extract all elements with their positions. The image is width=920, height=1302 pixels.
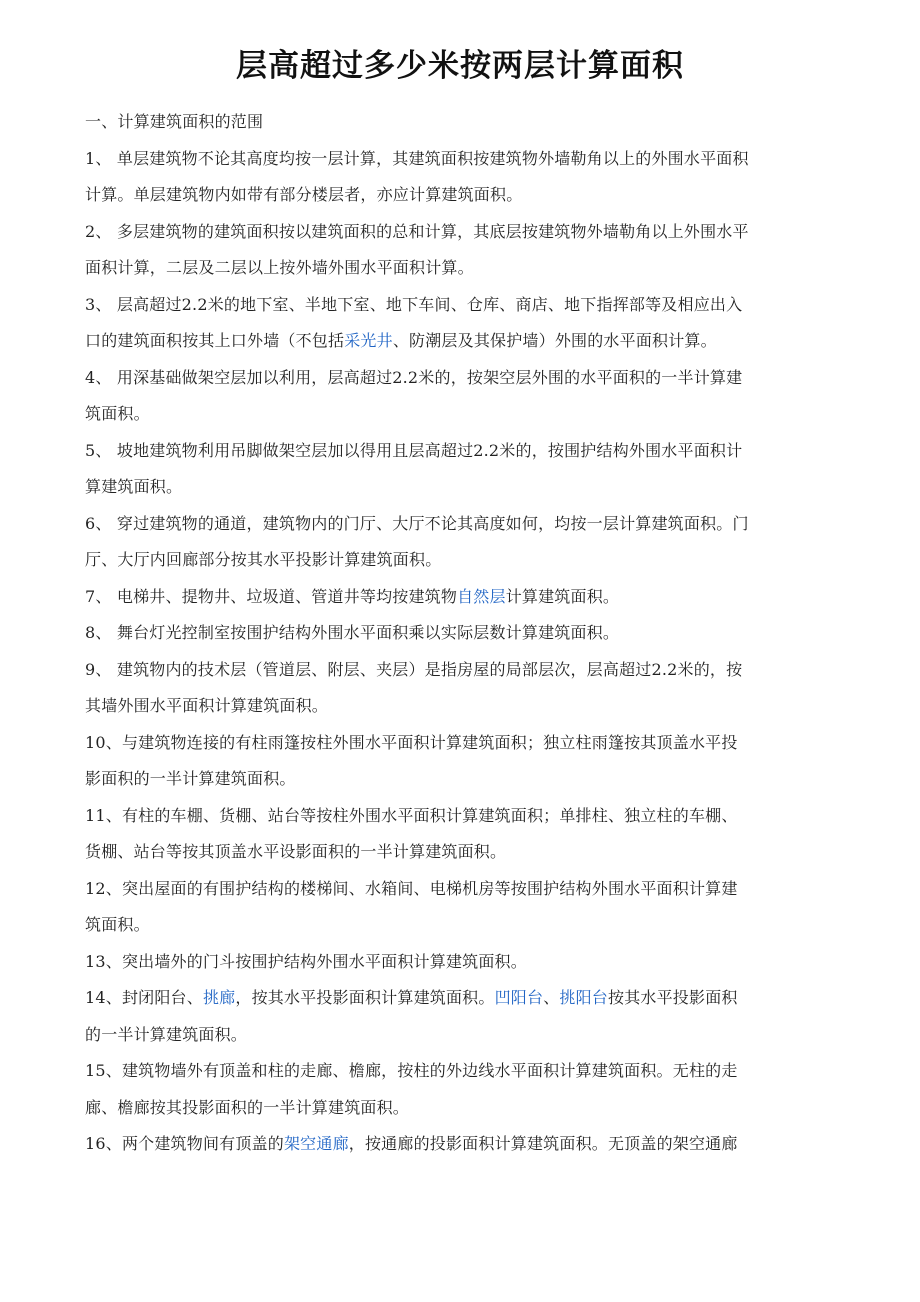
- text-segment: 15、建筑物墙外有顶盖和柱的走廊、檐廊，按柱的外边线水平面积计算建筑面积。无柱的走: [85, 1061, 738, 1080]
- text-line: [85, 944, 845, 981]
- text-segment: 廊、檐廊按其投影面积的一半计算建筑面积。: [85, 1097, 410, 1117]
- text-line: [85, 287, 845, 324]
- text-line: [85, 542, 845, 579]
- text-segment: 其墙外围水平面积计算建筑面积。: [85, 696, 329, 715]
- text-segment: 计算建筑面积。: [505, 586, 620, 606]
- text-segment: 8、 舞台灯光控制室按围护结构外围水平面积乘以实际层数计算建筑面积。: [85, 623, 620, 642]
- text-line: [85, 469, 845, 506]
- text-line: [85, 871, 845, 908]
- text-segment: 14、封闭阳台、: [85, 988, 203, 1007]
- text-line: [85, 579, 845, 616]
- text-line: [85, 506, 845, 543]
- text-segment: 货棚、站台等按其顶盖水平设影面积的一半计算建筑面积。: [85, 842, 507, 861]
- text-line: [85, 1090, 845, 1127]
- text-line: [85, 177, 845, 214]
- text-line: [85, 1017, 845, 1054]
- text-segment: 按其水平投影面积: [608, 988, 738, 1007]
- text-segment: 的一半计算建筑面积。: [85, 1024, 248, 1044]
- text-line: [85, 323, 845, 360]
- text-line: [85, 1126, 845, 1163]
- text-segment: 1、 单层建筑物不论其高度均按一层计算，其建筑面积按建筑物外墙勒角以上的外围水平面积: [85, 148, 749, 168]
- text-segment: 、: [543, 988, 560, 1007]
- text-line: [85, 141, 845, 178]
- text-line: [85, 834, 845, 871]
- document-body: [85, 104, 845, 1163]
- text-segment: 、防潮层及其保护墙）外围的水平面积计算。: [392, 331, 717, 350]
- text-line: [85, 725, 845, 762]
- text-segment: 6、 穿过建筑物的通道，建筑物内的门厅、大厅不论其高度如何，均按一层计算建筑面积。门: [85, 513, 749, 533]
- term-link[interactable]: 挑阳台: [559, 988, 608, 1007]
- term-link[interactable]: 采光井: [344, 331, 393, 350]
- text-segment: ，按通廊的投影面积计算建筑面积。无顶盖的架空通廊: [348, 1134, 738, 1153]
- term-link[interactable]: 挑廊: [202, 988, 236, 1007]
- text-segment: 算建筑面积。: [85, 477, 183, 496]
- text-segment: 12、突出屋面的有围护结构的楼梯间、水箱间、电梯机房等按围护结构外围水平面积计算建: [85, 878, 738, 898]
- text-segment: 4、 用深基础做架空层加以利用，层高超过2.2米的，按架空层外围的水平面积的一半计算建: [85, 367, 743, 387]
- text-segment: 16、两个建筑物间有顶盖的: [85, 1134, 284, 1153]
- text-segment: 3、 层高超过2.2米的地下室、半地下室、地下车间、仓库、商店、地下指挥部等及相应出入: [85, 294, 743, 314]
- text-line: [85, 1053, 845, 1090]
- text-segment: 计算。单层建筑物内如带有部分楼层者，亦应计算建筑面积。: [85, 185, 523, 204]
- text-segment: 口的建筑面积按其上口外墙（不包括: [85, 331, 345, 350]
- text-line: [85, 615, 845, 652]
- text-line: [85, 907, 845, 944]
- document-title: 层高超过多少米按两层计算面积: [236, 48, 684, 84]
- text-line: [85, 396, 845, 433]
- text-line: [85, 761, 845, 798]
- text-line: [85, 652, 845, 689]
- text-segment: 13、突出墙外的门斗按围护结构外围水平面积计算建筑面积。: [85, 951, 527, 971]
- text-segment: ，按其水平投影面积计算建筑面积。: [235, 988, 495, 1007]
- text-line: [85, 688, 845, 725]
- text-segment: 厅、大厅内回廊部分按其水平投影计算建筑面积。: [85, 550, 442, 569]
- term-link[interactable]: 架空通廊: [283, 1134, 349, 1153]
- text-line: [85, 798, 845, 835]
- text-line: [85, 250, 845, 287]
- text-line: [85, 360, 845, 397]
- text-segment: 面积计算，二层及二层以上按外墙外围水平面积计算。: [85, 258, 474, 277]
- text-line: [85, 433, 845, 470]
- term-link[interactable]: 凹阳台: [494, 988, 544, 1007]
- text-line: [85, 980, 845, 1017]
- text-segment: 5、 坡地建筑物利用吊脚做架空层加以得用且层高超过2.2米的，按围护结构外围水平面积计: [85, 440, 743, 460]
- text-segment: 9、 建筑物内的技术层（管道层、附层、夹层）是指房屋的局部层次，层高超过2.2米的，按: [85, 659, 743, 679]
- text-segment: 7、 电梯井、提物井、垃圾道、管道井等均按建筑物: [85, 586, 458, 606]
- term-link[interactable]: 自然层: [457, 586, 506, 606]
- section-heading: 一、计算建筑面积的范围: [85, 112, 264, 131]
- text-line: [85, 214, 845, 251]
- text-segment: 10、与建筑物连接的有柱雨篷按柱外围水平面积计算建筑面积；独立柱雨篷按其顶盖水平投: [85, 732, 738, 752]
- text-segment: 2、 多层建筑物的建筑面积按以建筑面积的总和计算，其底层按建筑物外墙勒角以上外围水平: [85, 221, 749, 241]
- text-segment: 筑面积。: [85, 915, 150, 934]
- text-segment: 筑面积。: [85, 404, 150, 423]
- text-segment: 11、有柱的车棚、货棚、站台等按柱外围水平面积计算建筑面积；单排柱、独立柱的车棚、: [85, 805, 738, 825]
- text-segment: 影面积的一半计算建筑面积。: [85, 769, 296, 788]
